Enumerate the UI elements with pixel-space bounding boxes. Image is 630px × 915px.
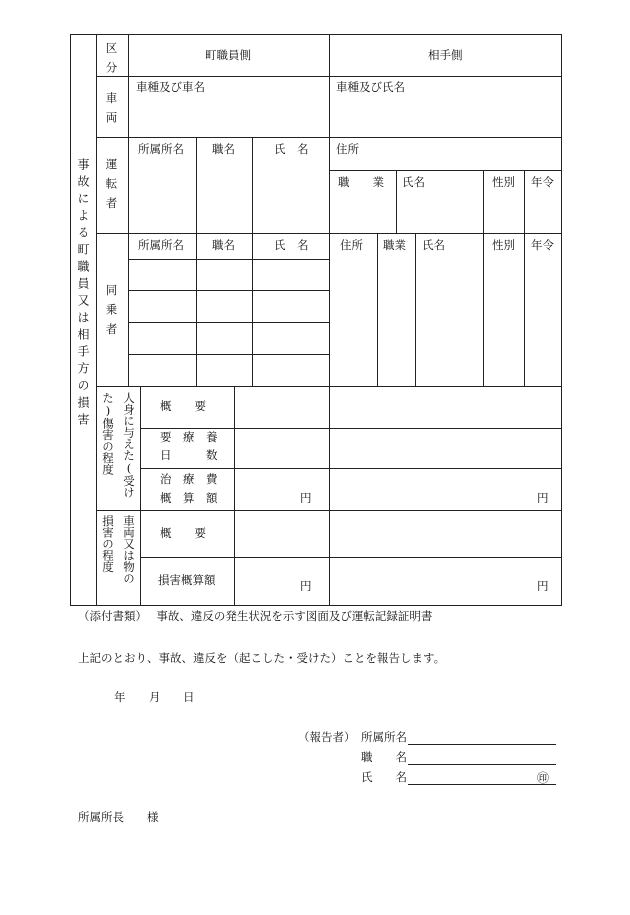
side-header: 事故による町職員又は相手方の損害 xyxy=(76,158,90,430)
vehicle-label: 車両 xyxy=(104,92,119,131)
driver-oname: 氏名 xyxy=(402,175,425,189)
seal-mark: ㊞ xyxy=(537,771,550,785)
damage-label-2: 損害の程度 xyxy=(101,515,115,573)
reporter-label: （報告者） xyxy=(298,730,356,744)
reporter-name-label: 氏 名 xyxy=(361,770,407,784)
vehicle-other: 車種及び氏名 xyxy=(336,80,405,94)
passenger-dept: 所属所名 xyxy=(138,238,184,252)
injury-cost-1: 治 療 費 xyxy=(160,472,218,486)
date-day: 日 xyxy=(183,690,195,704)
damage-estimate: 損害概算額 xyxy=(158,573,216,587)
driver-address: 住所 xyxy=(336,142,359,156)
passenger-job: 職名 xyxy=(212,238,235,252)
damage-label-1: 車両又は物の xyxy=(122,515,136,584)
passenger-name: 氏 名 xyxy=(274,238,309,252)
reporter-dept-field[interactable] xyxy=(408,732,556,745)
damage-yen-staff: 円 xyxy=(300,579,312,593)
driver-job: 職名 xyxy=(212,142,235,156)
other-side-heading: 相手側 xyxy=(428,48,463,62)
injury-cost-2: 概 算 額 xyxy=(160,491,218,505)
injury-summary: 概 要 xyxy=(160,399,206,413)
injury-label-1: 人身に与えた(受け xyxy=(122,392,136,498)
reporter-job-label: 職 名 xyxy=(361,750,407,764)
addressee: 所属所長 様 xyxy=(78,810,159,824)
staff-side-heading: 町職員側 xyxy=(205,48,251,62)
vehicle-staff: 車種及び車名 xyxy=(136,80,205,94)
passenger-address: 住所 xyxy=(340,238,363,252)
passenger-sex: 性別 xyxy=(492,238,515,252)
date-year: 年 xyxy=(114,690,126,704)
damage-yen-other: 円 xyxy=(537,579,549,593)
injury-treat-2: 日 数 xyxy=(160,448,218,462)
attachment-note: （添付書類） 事故、違反の発生状況を示す図面及び運転記録証明書 xyxy=(78,609,433,623)
passenger-occupation: 職業 xyxy=(383,238,406,252)
injury-treat-1: 要 療 養 xyxy=(160,430,218,444)
report-statement: 上記のとおり、事故、違反を（起こした・受けた）ことを報告します。 xyxy=(78,651,446,665)
driver-age: 年令 xyxy=(531,175,554,189)
driver-name: 氏 名 xyxy=(274,142,309,156)
driver-sex: 性別 xyxy=(492,175,515,189)
driver-label: 運転者 xyxy=(104,158,119,217)
reporter-dept-label: 所属所名 xyxy=(361,730,407,744)
kubun-label: 区分 xyxy=(104,42,119,81)
reporter-job-field[interactable] xyxy=(408,752,556,765)
date-month: 月 xyxy=(149,690,161,704)
damage-summary: 概 要 xyxy=(160,526,206,540)
driver-dept: 所属所名 xyxy=(138,142,184,156)
reporter-name-field[interactable] xyxy=(408,772,556,785)
injury-yen-staff: 円 xyxy=(300,491,312,505)
driver-occupation: 職 業 xyxy=(338,175,384,189)
injury-yen-other: 円 xyxy=(537,491,549,505)
injury-label-2: た)傷害の程度 xyxy=(101,392,115,475)
passenger-label: 同乗者 xyxy=(104,284,119,343)
passenger-oname: 氏名 xyxy=(422,238,445,252)
passenger-age: 年令 xyxy=(531,238,554,252)
